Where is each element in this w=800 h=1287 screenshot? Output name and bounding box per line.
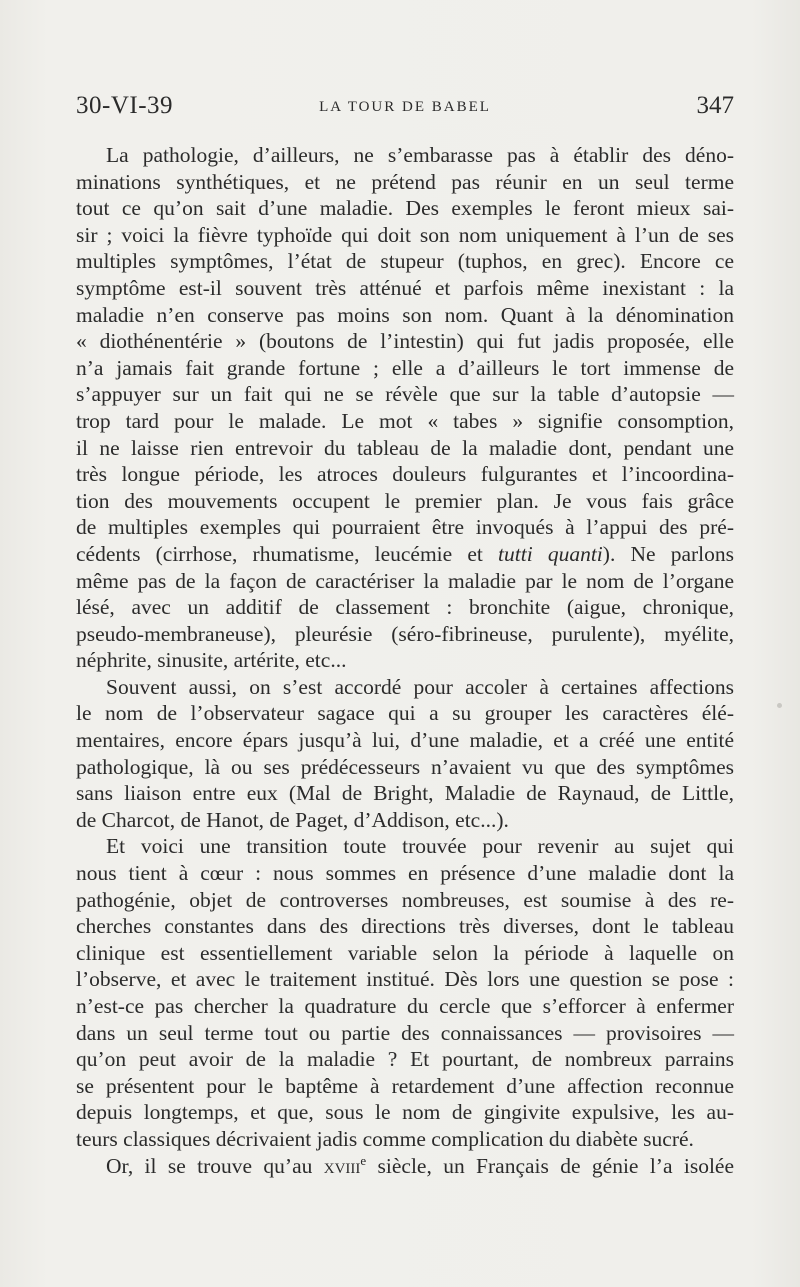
header-date: 30-VI-39 — [76, 92, 174, 119]
text-line: symptôme est-il souvent très atténué et parfois même inexistant : la — [76, 275, 734, 300]
text-line: de multiples exemples qui pourraient être invoqués à l’appui des pré- — [76, 515, 734, 540]
header-title: LA TOUR DE BABEL — [319, 99, 491, 115]
text-line: il ne laisse rien entrevoir du tableau de la maladie dont, pendant une — [76, 435, 734, 460]
text-line: dans un seul terme tout ou partie des connaissances — provisoires — — [76, 1020, 734, 1045]
running-header — [76, 92, 734, 126]
text-line: pathologique, là ou ses prédécesseurs n’avaient vu que des symptômes — [76, 754, 734, 779]
text-line: cédents (cirrhose, rhumatisme, leucémie et tutti quanti). Ne parlons — [76, 541, 734, 566]
text-line: l’observe, et avec le traitement institué. Dès lors une question se pose : — [76, 967, 734, 992]
text-line: n’a jamais fait grande fortune ; elle a d’ailleurs le tort immense de — [76, 355, 734, 380]
text-line: cherches constantes dans des directions très diverses, dont le tableau — [76, 914, 734, 939]
page-number: 347 — [696, 92, 734, 119]
text-line: « diothénentérie » (boutons de l’intestin) qui fut jadis proposée, elle — [76, 329, 734, 354]
text-line: teurs classiques décrivaient jadis comme complication du diabète sucré. — [76, 1126, 694, 1151]
text-line: sans liaison entre eux (Mal de Bright, Maladie de Raynaud, de Little, — [76, 781, 734, 806]
text-line: minations synthétiques, et ne prétend pas réunir en un seul terme — [76, 169, 734, 194]
text-line: multiples symptômes, l’état de stupeur (tuphos, en grec). Encore ce — [76, 249, 734, 274]
text-line: depuis longtemps, et que, sous le nom de gingivite expulsive, les au- — [76, 1100, 734, 1125]
text-line: même pas de la façon de caractériser la maladie par le nom de l’organe — [76, 568, 734, 593]
text-line: clinique est essentiellement variable selon la période à laquelle on — [76, 940, 734, 965]
text-line: le nom de l’observateur sagace qui a su grouper les caractères élé- — [76, 701, 734, 726]
text-line: pseudo-membraneuse), pleurésie (séro-fibrineuse, purulente), myélite, — [76, 621, 734, 646]
text-line: La pathologie, d’ailleurs, ne s’embarasse pas à établir des déno- — [106, 143, 734, 167]
text-line: très longue période, les atroces douleurs fulgurantes et l’incoordina- — [76, 462, 734, 487]
text-line: pathogénie, objet de controverses nombreuses, est soumise à des re- — [76, 887, 734, 912]
text-line: Et voici une transition toute trouvée pour revenir au sujet qui — [106, 834, 734, 859]
text-line: tout ce qu’on sait d’une maladie. Des exemples le feront mieux sai- — [76, 196, 734, 221]
text-line: tion des mouvements occupent le premier plan. Je vous fais grâce — [76, 488, 734, 513]
text-line: se présentent pour le baptême à retardement d’une affection reconnue — [76, 1073, 734, 1098]
text-line: sir ; voici la fièvre typhoïde qui doit son nom uniquement à l’un de ses — [76, 222, 734, 247]
text-line: trop tard pour le malade. Le mot « tabes » signifie consomption, — [76, 408, 734, 433]
paper-speck — [777, 703, 782, 708]
text-line: Souvent aussi, on s’est accordé pour accoler à certaines affections — [106, 674, 734, 699]
text-line: nous tient à cœur : nous sommes en présence d’une maladie dont la — [76, 861, 734, 886]
text-line: mentaires, encore épars jusqu’à lui, d’une maladie, et a créé une entité — [76, 728, 734, 753]
text-line: Or, il se trouve qu’au xviii$^e$ siècle, un Français de génie l’a isolée — [106, 1152, 734, 1178]
text-line: lésé, avec un additif de classement : bronchite (aigue, chronique, — [76, 595, 734, 620]
text-line: de Charcot, de Hanot, de Paget, d’Addison, etc...). — [76, 807, 509, 832]
text-line: qu’on peut avoir de la maladie ? Et pourtant, de nombreux parrains — [76, 1047, 734, 1072]
body-text — [76, 142, 734, 1179]
text-line: s’appuyer sur un fait qui ne se révèle que sur la table d’autopsie — — [76, 382, 734, 407]
text-line: néphrite, sinusite, artérite, etc... — [76, 648, 347, 673]
text-line: n’est-ce pas chercher la quadrature du cercle que s’efforcer à enfermer — [76, 994, 734, 1018]
text-line: maladie n’en conserve pas moins son nom. Quant à la dénomination — [76, 302, 734, 327]
